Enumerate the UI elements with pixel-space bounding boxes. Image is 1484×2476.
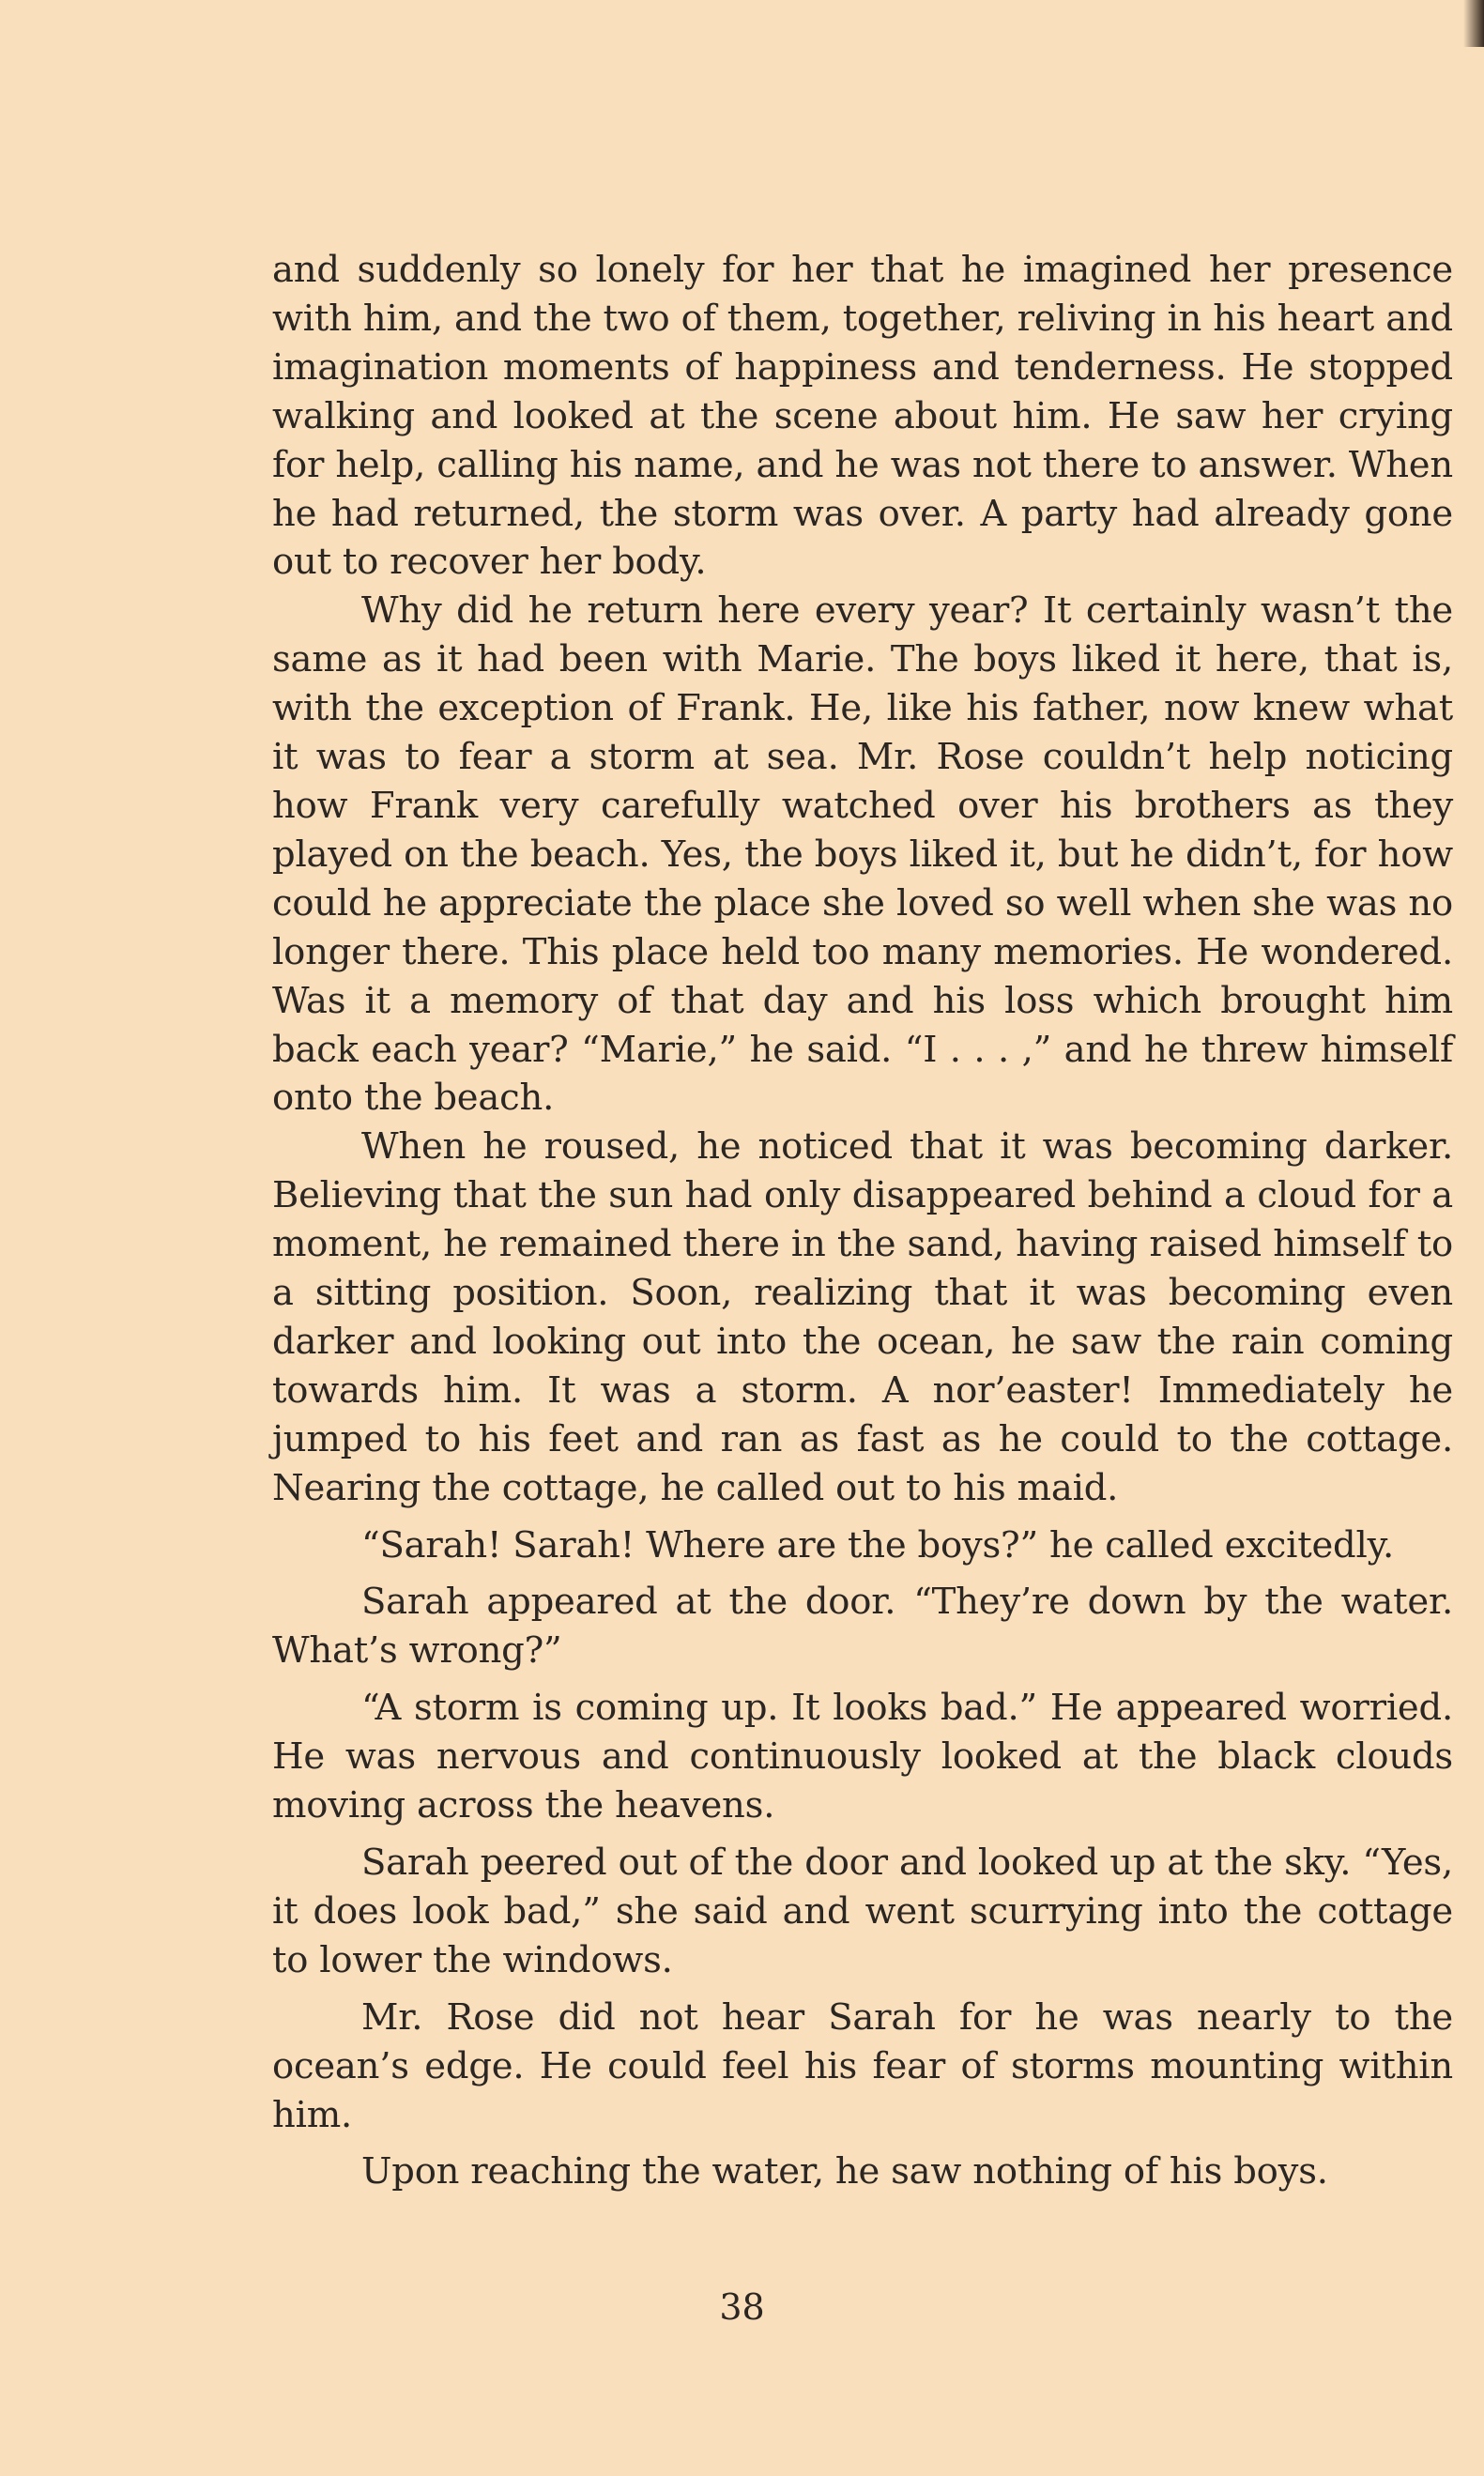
paragraph: “Sarah! Sarah! Where are the boys?” he called excitedly. [361,1523,1395,1567]
body-text [272,246,1453,2196]
paragraph: Upon reaching the water, he saw nothing of his boys. [361,2150,1328,2193]
paragraph: Sarah peered out of the door and looked up at the sky. “Yes, it does look bad,” she said and went scurrying into the cottage to lower the windows. [272,1842,1453,1981]
paragraph: Mr. Rose did not hear Sarah for he was nearly to the ocean’s edge. He could feel his fear of storms mounting within him. [272,1995,1453,2136]
page-edge-shadow [1463,0,1484,47]
paragraph: and suddenly so lonely for her that he imagined her presence with him, and the two of them, together, reliving in his heart and imagination moments of happiness and tenderness. He stopped walking and looked at the scene about him. He saw her crying for help, calling his name, and he was not there to answer. When he had returned, the storm was over. A party had already gone out to recover her body. [272,249,1453,584]
paragraph: Why did he return here every year? It certainly wasn’t the same as it had been with Marie. The boys liked it here, that is, with the exception of Frank. He, like his father, now knew what it was to fear a storm at sea. Mr. Rose couldn’t help noticing how Frank very carefully watched over his brothers as they played on the beach. Yes, the boys liked it, but he didn’t, for how could he appreciate the place she loved so well when she was no longer there. This place held too many memories. He wondered. Was it a memory of that day and his loss which brought him back each year? “Marie,” he said. “I . . . ,” and he threw himself onto the beach. [272,589,1453,1120]
paragraph: Sarah appeared at the door. “They’re down by the water. What’s wrong?” [272,1581,1453,1673]
paragraph: When he roused, he noticed that it was becoming darker. Believing that the sun had only disappeared behind a cloud for a moment, he remained there in the sand, having raised himself to a sitting position. Soon, realizing that it was becoming even darker and looking out into the ocean, he saw the rain coming towards him. It was a storm. A nor’easter! Immediately he jumped to his feet and ran as fast as he could to the cottage. Nearing the cottage, he called out to his maid. [272,1125,1453,1509]
page-number: 38 [719,2286,765,2328]
paragraph: “A storm is coming up. It looks bad.” He appeared worried. He was nervous and continuously looked at the black clouds moving across the heavens. [272,1687,1453,1827]
